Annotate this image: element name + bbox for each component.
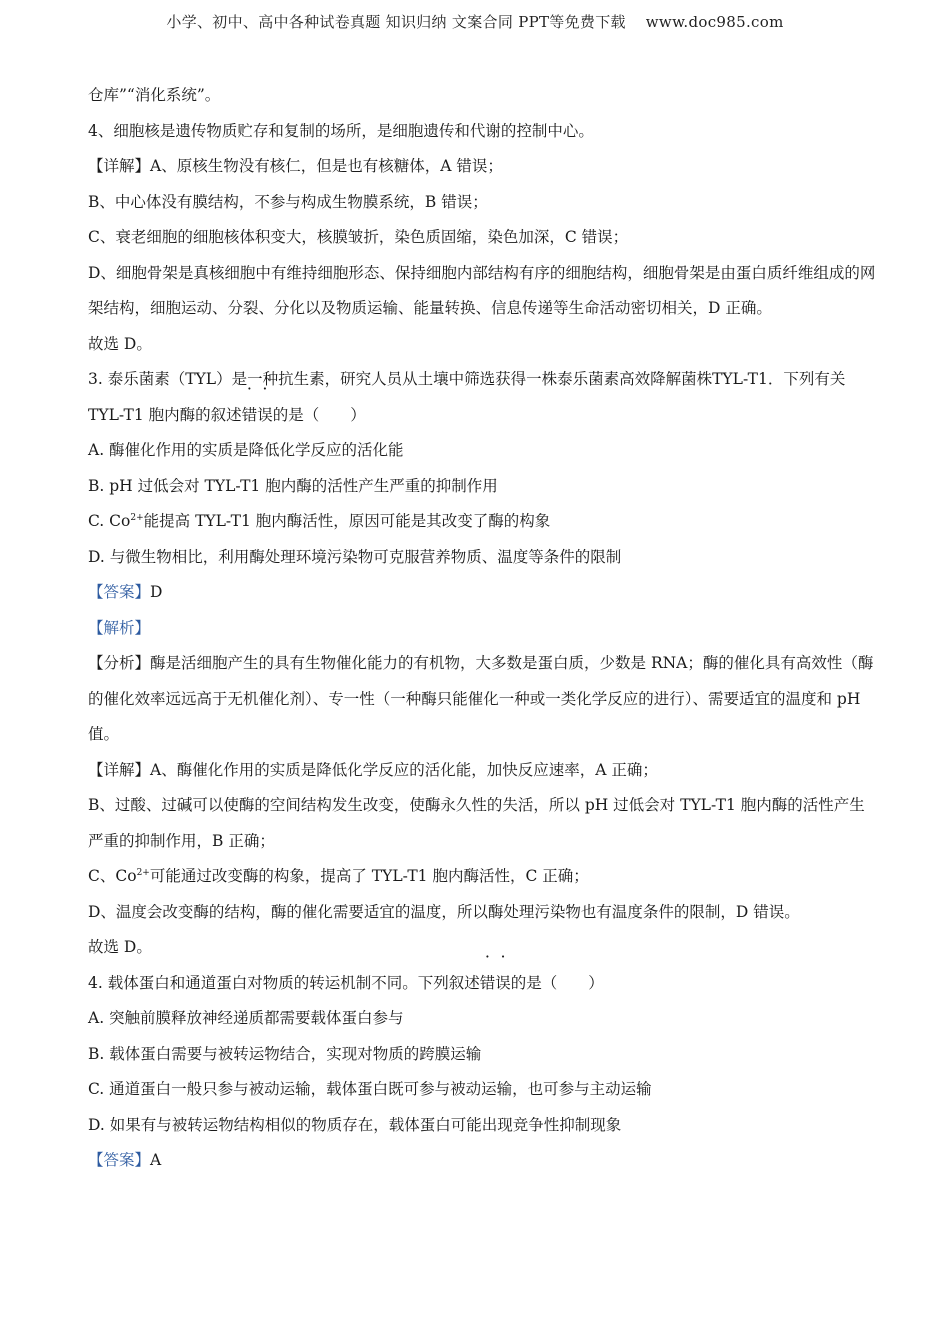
text-line: C、衰老细胞的细胞核体积变大，核膜皱折，染色质固缩，染色加深，C 错误； [88, 228, 629, 246]
emphasis-char: 错 [241, 405, 258, 424]
answer-tag: 【答案】 [88, 1151, 151, 1169]
question-4-option-c: C. 通道蛋白一般只参与被动运输，载体蛋白既可参与被动运输，也可参与主动运输 [88, 1080, 652, 1098]
text-line: 仓库”“消化系统”。 [88, 86, 221, 104]
question-4-option-b: B. 载体蛋白需要与被转运物结合，实现对物质的跨膜运输 [88, 1044, 482, 1063]
text-line: 【详解】A、原核生物没有核仁，但是也有核糖体，A 错误； [88, 157, 503, 175]
question-3-analysis-tag: 【解析】 [88, 618, 151, 637]
document-body [88, 78, 878, 1179]
question-3-detail-c: C、$Co^{2+}$可能通过改变酶的构象，提高了 TYL-T1 胞内酶活性，C 正确； [88, 867, 589, 885]
question-4-stem: 4. 载体蛋白和通道蛋白对物质的转运机制不同。下列叙述错误的是（ ） [88, 966, 878, 1002]
question-3-analysis: 【分析】酶是活细胞产生的具有生物催化能力的有机物，大多数是蛋白质，少数是 RNA；酶的催化具有高效性（酶的催化效率远远高于无机催化剂）、专一性（一种酶只能催化一种或一类化学反应的进行）、需要适宜的温度和 pH 值。 [88, 654, 874, 743]
header-site[interactable]: www.doc985.com [645, 13, 784, 31]
question-3-detail-a: 【详解】A、酶催化作用的实质是降低化学反应的活化能，加快反应速率，A 正确； [88, 760, 658, 779]
question-4-option-a: A. 突触前膜释放神经递质都需要载体蛋白参与 [88, 1009, 404, 1027]
page-header [0, 11, 950, 32]
question-3-answer: 【答案】D [88, 583, 163, 601]
question-3-detail-d: D、温度会改变酶的结构，酶的催化需要适宜的温度，所以酶处理污染物也有温度条件的限制，D 错误。 [88, 902, 800, 921]
detail-tag: 【详解】 [88, 157, 151, 175]
emphasis-char: 误 [257, 405, 273, 424]
question-3-option-c: C. $Co^{2+}$能提高 TYL-T1 胞内酶活性，原因可能是其改变了酶的构象 [88, 512, 551, 530]
emphasis-char: 错 [479, 973, 496, 992]
emphasis-char: 误 [495, 973, 511, 992]
text-line: 4、细胞核是遗传物质贮存和复制的场所，是细胞遗传和代谢的控制中心。 [88, 121, 594, 140]
question-3-option-d: D. 与微生物相比，利用酶处理环境污染物可克服营养物质、温度等条件的限制 [88, 547, 622, 566]
text-line: 故选 D。 [88, 334, 152, 353]
question-4-option-d: D. 如果有与被转运物结构相似的物质存在，载体蛋白可能出现竞争性抑制现象 [88, 1115, 622, 1134]
answer-tag: 【答案】 [88, 583, 151, 601]
question-3-option-a: A. 酶催化作用的实质是降低化学反应的活化能 [88, 441, 404, 459]
question-3-option-b: B. pH 过低会对 TYL-T1 胞内酶的活性产生严重的抑制作用 [88, 476, 498, 495]
text-line: B、中心体没有膜结构，不参与构成生物膜系统，B 错误； [88, 192, 488, 211]
question-3-detail-b: B、过酸、过碱可以使酶的空间结构发生改变，使酶永久性的失活，所以 pH 过低会对 TYL-T1 胞内酶的活性产生严重的抑制作用，B 正确； [88, 796, 865, 850]
question-3-conclusion: 故选 D。 [88, 938, 152, 956]
question-4-answer: 【答案】A [88, 1151, 162, 1169]
question-3-stem: 3. 泰乐菌素（TYL）是一种抗生素，研究人员从土壤中筛选获得一株泰乐菌素高效降解菌株TYL-T1．下列有关 TYL-T1 胞内酶的叙述错误的是（ ） [88, 362, 878, 433]
text-paragraph: D、细胞骨架是真核细胞中有维持细胞形态、保持细胞内部结构有序的细胞结构，细胞骨架是由蛋白质纤维组成的网架结构，细胞运动、分裂、分化以及物质运输、能量转换、信息传递等生命活动密切相关，D 正确。 [88, 263, 876, 317]
header-text: 小学、初中、高中各种试卷真题 知识归纳 文案合同 PPT等免费下载 [166, 13, 626, 31]
